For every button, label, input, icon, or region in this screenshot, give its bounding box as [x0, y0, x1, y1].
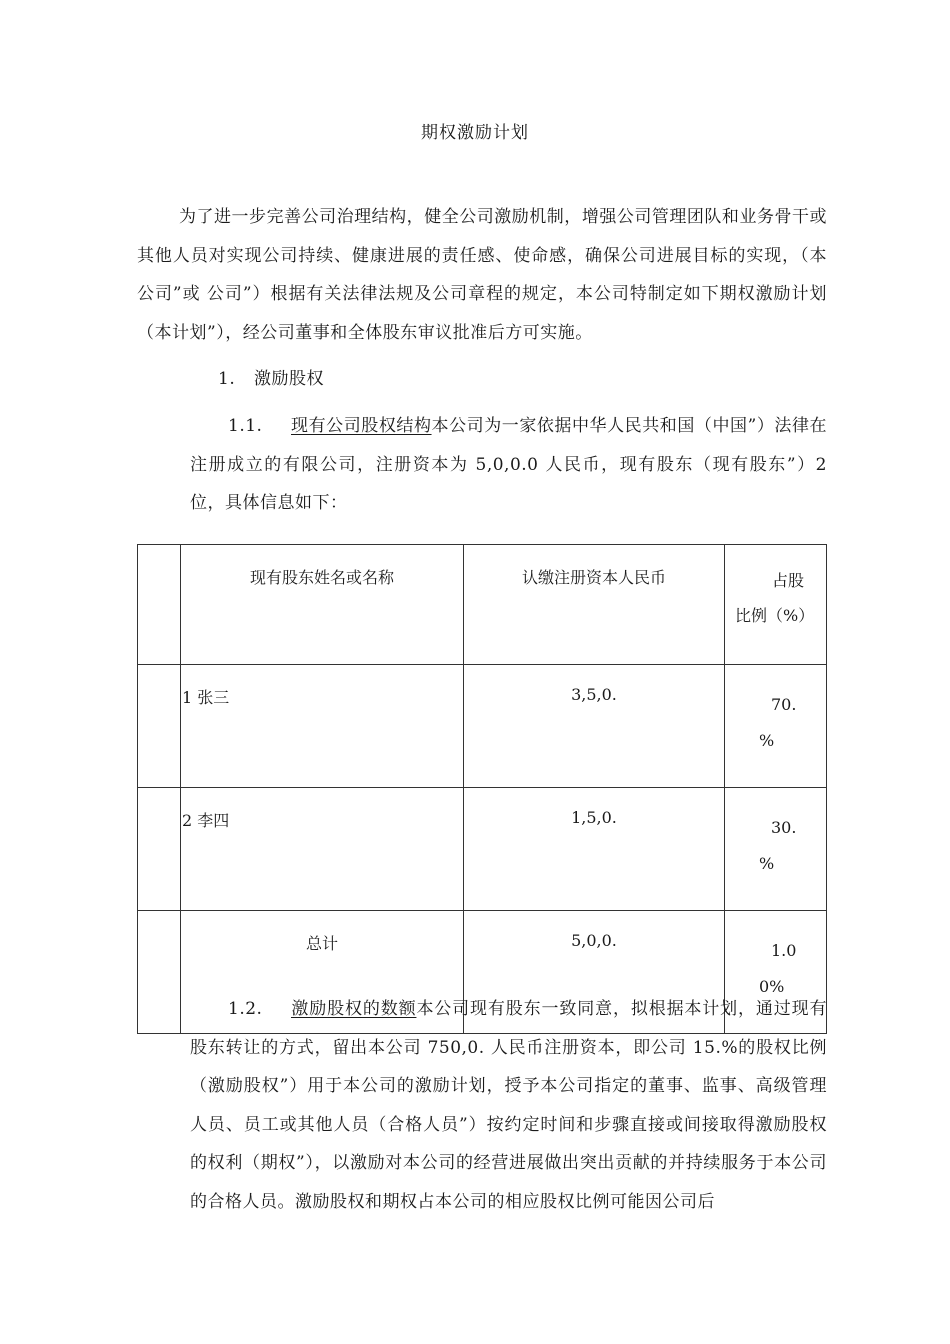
section-1-number: 1.	[218, 369, 236, 389]
table-index-header	[138, 545, 181, 665]
row-capital: 3,5,0.	[464, 665, 725, 788]
total-ratio-value: 1.0	[771, 941, 797, 960]
section-1-title: 激励股权	[254, 369, 324, 389]
section-1-1-number: 1.1.	[228, 416, 263, 436]
total-name: 总计	[181, 911, 464, 1034]
table-index-cell	[138, 788, 181, 911]
row-ratio-value: 70.	[771, 695, 797, 714]
table-row	[138, 788, 827, 911]
document-title: 期权激励计划	[421, 123, 529, 143]
table-row	[138, 665, 827, 788]
section-1-2-text: 本公司现有股东一致同意，拟根据本计划，通过现有股东转让的方式，留出本公司 750,0. 人民币注册资本，即公司 15.%的股权比例（激励股权”）用于本公司的激励计划，授予本公司指定的董事、监事、高级管理人员、员工或其他人员（合格人员”）按约定时间和步骤直接或间接取得激励股权的权利（期权”），以激励对本公司的经营进展做出突出贡献的并持续服务于本公司的合格人员。激励股权和期权占本公司的相应股权比例可能因公司后	[190, 999, 828, 1212]
row-capital: 1,5,0.	[464, 788, 725, 911]
section-1-2-number: 1.2.	[228, 999, 263, 1019]
row-ratio	[725, 788, 827, 911]
table-header-row	[138, 545, 827, 665]
header-capital: 认缴注册资本人民币	[464, 545, 725, 665]
header-name: 现有股东姓名或名称	[181, 545, 464, 665]
total-ratio-unit: 0%	[759, 977, 785, 996]
section-1-1-text: 本公司为一家依据中华人民共和国（中国”）法律在注册成立的有限公司，注册资本为 5,0,0.0 人民币，现有股东（现有股东”）2 位，具体信息如下：	[190, 416, 827, 513]
shareholder-table	[137, 544, 827, 1034]
section-1-1-paragraph	[190, 407, 827, 523]
section-1-2-heading: 激励股权的数额	[291, 999, 417, 1019]
header-ratio-line2: 比例（%）	[735, 606, 815, 625]
row-ratio-value: 30.	[771, 818, 797, 837]
total-capital: 5,0,0.	[464, 911, 725, 1034]
header-ratio-line1: 占股	[772, 571, 805, 590]
section-1-2-paragraph	[190, 990, 827, 1221]
section-1-1-heading: 现有公司股权结构	[291, 416, 432, 436]
row-name: 1 张三	[181, 665, 464, 788]
table-index-cell	[138, 665, 181, 788]
table-index-cell	[138, 911, 181, 1034]
row-ratio-unit: %	[759, 854, 775, 873]
row-name: 2 李四	[181, 788, 464, 911]
row-ratio-unit: %	[759, 731, 775, 750]
header-ratio	[725, 545, 827, 665]
row-ratio	[725, 665, 827, 788]
intro-paragraph: 为了进一步完善公司治理结构，健全公司激励机制，增强公司管理团队和业务骨干或其他人员对实现公司持续、健康进展的责任感、使命感，确保公司进展目标的实现，（本公司”或 公司”）根据有关法律法规及公司章程的规定，本公司特制定如下期权激励计划（本计划”），经公司董事和全体股东审议批准后方可实施。	[137, 207, 827, 343]
section-1-heading	[218, 360, 908, 399]
